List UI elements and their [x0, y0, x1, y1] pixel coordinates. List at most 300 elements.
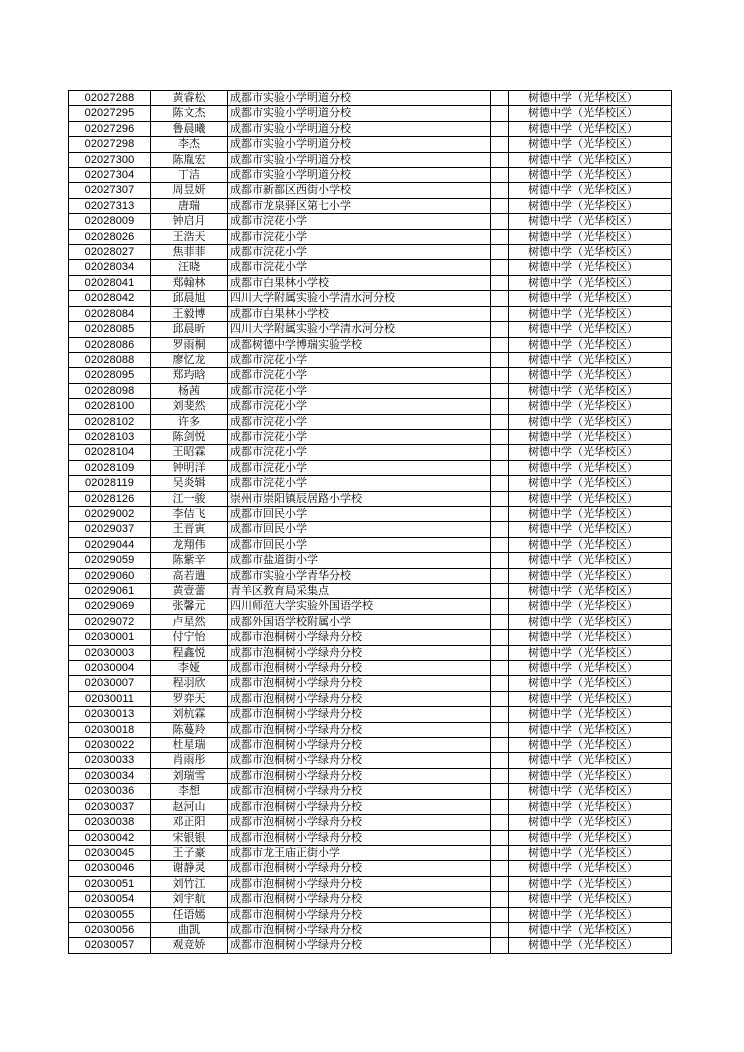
student-name-cell: 任语嫣	[151, 907, 228, 922]
table-row	[69, 661, 672, 676]
student-name-cell: 邓正阳	[151, 815, 228, 830]
student-name-cell: 付宁怡	[151, 630, 228, 645]
spacer-cell	[491, 753, 509, 768]
student-name-cell: 谢静灵	[151, 861, 228, 876]
school-cell: 成都市回民小学	[228, 537, 491, 552]
destination-school-cell: 树德中学（光华校区）	[509, 753, 672, 768]
destination-school-cell: 树德中学（光华校区）	[509, 337, 672, 352]
destination-school-cell: 树德中学（光华校区）	[509, 553, 672, 568]
student-name-cell: 吴炎辑	[151, 476, 228, 491]
table-row	[69, 753, 672, 768]
spacer-cell	[491, 291, 509, 306]
destination-school-cell: 树德中学（光华校区）	[509, 352, 672, 367]
admission-table	[68, 90, 672, 954]
student-name-cell: 郑翰林	[151, 275, 228, 290]
spacer-cell	[491, 537, 509, 552]
student-name-cell: 杨茜	[151, 383, 228, 398]
table-row	[69, 352, 672, 367]
table-row	[69, 368, 672, 383]
school-cell: 成都市泡桐树小学绿舟分校	[228, 645, 491, 660]
student-id-cell: 02027313	[69, 198, 151, 213]
table-row	[69, 414, 672, 429]
spacer-cell	[491, 661, 509, 676]
table-row	[69, 445, 672, 460]
school-cell: 成都市泡桐树小学绿舟分校	[228, 630, 491, 645]
student-id-cell: 02030057	[69, 938, 151, 953]
student-id-cell: 02028027	[69, 245, 151, 260]
student-name-cell: 王昭霖	[151, 445, 228, 460]
student-name-cell: 李佶飞	[151, 506, 228, 521]
destination-school-cell: 树德中学（光华校区）	[509, 645, 672, 660]
destination-school-cell: 树德中学（光华校区）	[509, 275, 672, 290]
school-cell: 成都市泡桐树小学绿舟分校	[228, 799, 491, 814]
table-row	[69, 198, 672, 213]
destination-school-cell: 树德中学（光华校区）	[509, 460, 672, 475]
table-row	[69, 522, 672, 537]
table-row	[69, 876, 672, 891]
spacer-cell	[491, 506, 509, 521]
student-name-cell: 许多	[151, 414, 228, 429]
table-row	[69, 121, 672, 136]
spacer-cell	[491, 876, 509, 891]
school-cell: 成都市浣花小学	[228, 368, 491, 383]
school-cell: 成都市浣花小学	[228, 214, 491, 229]
spacer-cell	[491, 815, 509, 830]
school-cell: 成都树德中学博瑞实验学校	[228, 337, 491, 352]
school-cell: 成都市浣花小学	[228, 445, 491, 460]
student-id-cell: 02028026	[69, 229, 151, 244]
student-name-cell: 陈紫辛	[151, 553, 228, 568]
school-cell: 成都市泡桐树小学绿舟分校	[228, 784, 491, 799]
student-id-cell: 02028095	[69, 368, 151, 383]
student-id-cell: 02030045	[69, 845, 151, 860]
student-id-cell: 02030038	[69, 815, 151, 830]
student-name-cell: 李想	[151, 784, 228, 799]
student-id-cell: 02030004	[69, 661, 151, 676]
spacer-cell	[491, 460, 509, 475]
table-row	[69, 399, 672, 414]
destination-school-cell: 树德中学（光华校区）	[509, 229, 672, 244]
table-row	[69, 784, 672, 799]
student-name-cell: 黄壹蕾	[151, 584, 228, 599]
school-cell: 四川师范大学实验外国语学校	[228, 599, 491, 614]
spacer-cell	[491, 922, 509, 937]
table-row	[69, 91, 672, 106]
school-cell: 成都市实验小学明道分校	[228, 121, 491, 136]
student-id-cell: 02030013	[69, 707, 151, 722]
spacer-cell	[491, 214, 509, 229]
spacer-cell	[491, 892, 509, 907]
destination-school-cell: 树德中学（光华校区）	[509, 707, 672, 722]
table-row	[69, 738, 672, 753]
destination-school-cell: 树德中学（光华校区）	[509, 522, 672, 537]
spacer-cell	[491, 399, 509, 414]
student-name-cell: 卢星然	[151, 614, 228, 629]
student-name-cell: 周昱妍	[151, 183, 228, 198]
school-cell: 成都市泡桐树小学绿舟分校	[228, 768, 491, 783]
spacer-cell	[491, 168, 509, 183]
school-cell: 成都市泡桐树小学绿舟分校	[228, 907, 491, 922]
destination-school-cell: 树德中学（光华校区）	[509, 568, 672, 583]
table-row	[69, 337, 672, 352]
destination-school-cell: 树德中学（光华校区）	[509, 676, 672, 691]
school-cell: 四川大学附属实验小学清水河分校	[228, 322, 491, 337]
student-id-cell: 02027296	[69, 121, 151, 136]
school-cell: 成都市泡桐树小学绿舟分校	[228, 922, 491, 937]
student-id-cell: 02028084	[69, 306, 151, 321]
student-name-cell: 宋银银	[151, 830, 228, 845]
school-cell: 成都市回民小学	[228, 506, 491, 521]
spacer-cell	[491, 845, 509, 860]
school-cell: 崇州市崇阳镇辰居路小学校	[228, 491, 491, 506]
table-row	[69, 830, 672, 845]
student-name-cell: 钟明洋	[151, 460, 228, 475]
student-name-cell: 王毅博	[151, 306, 228, 321]
destination-school-cell: 树德中学（光华校区）	[509, 429, 672, 444]
student-id-cell: 02030042	[69, 830, 151, 845]
spacer-cell	[491, 799, 509, 814]
spacer-cell	[491, 722, 509, 737]
school-cell: 成都市浣花小学	[228, 460, 491, 475]
destination-school-cell: 树德中学（光华校区）	[509, 168, 672, 183]
table-row	[69, 707, 672, 722]
spacer-cell	[491, 383, 509, 398]
destination-school-cell: 树德中学（光华校区）	[509, 892, 672, 907]
spacer-cell	[491, 676, 509, 691]
destination-school-cell: 树德中学（光华校区）	[509, 214, 672, 229]
school-cell: 成都市新都区西街小学校	[228, 183, 491, 198]
student-id-cell: 02027288	[69, 91, 151, 106]
student-id-cell: 02029060	[69, 568, 151, 583]
school-cell: 成都市浣花小学	[228, 383, 491, 398]
table-row	[69, 630, 672, 645]
destination-school-cell: 树德中学（光华校区）	[509, 661, 672, 676]
spacer-cell	[491, 183, 509, 198]
student-name-cell: 程鑫悦	[151, 645, 228, 660]
spacer-cell	[491, 337, 509, 352]
student-name-cell: 鲁晨曦	[151, 121, 228, 136]
table-row	[69, 322, 672, 337]
school-cell: 成都市实验小学明道分校	[228, 106, 491, 121]
student-id-cell: 02028126	[69, 491, 151, 506]
student-id-cell: 02030022	[69, 738, 151, 753]
destination-school-cell: 树德中学（光华校区）	[509, 799, 672, 814]
table-row	[69, 938, 672, 953]
table-row	[69, 476, 672, 491]
student-name-cell: 刘瑞雪	[151, 768, 228, 783]
student-id-cell: 02029044	[69, 537, 151, 552]
destination-school-cell: 树德中学（光华校区）	[509, 630, 672, 645]
student-id-cell: 02030056	[69, 922, 151, 937]
student-id-cell: 02030055	[69, 907, 151, 922]
table-row	[69, 815, 672, 830]
student-name-cell: 刘斐然	[151, 399, 228, 414]
table-row	[69, 922, 672, 937]
student-name-cell: 曲凯	[151, 922, 228, 937]
student-name-cell: 李娅	[151, 661, 228, 676]
student-id-cell: 02028100	[69, 399, 151, 414]
spacer-cell	[491, 322, 509, 337]
student-id-cell: 02028103	[69, 429, 151, 444]
destination-school-cell: 树德中学（光华校区）	[509, 614, 672, 629]
destination-school-cell: 树德中学（光华校区）	[509, 399, 672, 414]
table-row	[69, 537, 672, 552]
school-cell: 成都市浣花小学	[228, 399, 491, 414]
spacer-cell	[491, 830, 509, 845]
student-id-cell: 02030034	[69, 768, 151, 783]
student-id-cell: 02027304	[69, 168, 151, 183]
destination-school-cell: 树德中学（光华校区）	[509, 922, 672, 937]
school-cell: 成都市实验小学明道分校	[228, 168, 491, 183]
student-id-cell: 02029069	[69, 599, 151, 614]
school-cell: 成都市龙泉驿区第七小学	[228, 198, 491, 213]
destination-school-cell: 树德中学（光华校区）	[509, 137, 672, 152]
student-name-cell: 廖忆龙	[151, 352, 228, 367]
destination-school-cell: 树德中学（光华校区）	[509, 260, 672, 275]
student-id-cell: 02030051	[69, 876, 151, 891]
school-cell: 成都市泡桐树小学绿舟分校	[228, 691, 491, 706]
table-row	[69, 845, 672, 860]
table-row	[69, 275, 672, 290]
student-id-cell: 02029061	[69, 584, 151, 599]
table-row	[69, 722, 672, 737]
school-cell: 成都市浣花小学	[228, 414, 491, 429]
school-cell: 成都市龙王庙正街小学	[228, 845, 491, 860]
destination-school-cell: 树德中学（光华校区）	[509, 445, 672, 460]
student-id-cell: 02029037	[69, 522, 151, 537]
table-row	[69, 553, 672, 568]
school-cell: 成都市泡桐树小学绿舟分校	[228, 661, 491, 676]
table-row	[69, 214, 672, 229]
spacer-cell	[491, 198, 509, 213]
table-row	[69, 614, 672, 629]
table-row	[69, 799, 672, 814]
student-id-cell: 02028086	[69, 337, 151, 352]
student-id-cell: 02027300	[69, 152, 151, 167]
spacer-cell	[491, 137, 509, 152]
student-name-cell: 焦菲菲	[151, 245, 228, 260]
school-cell: 成都市盐道街小学	[228, 553, 491, 568]
school-cell: 成都市浣花小学	[228, 429, 491, 444]
student-id-cell: 02028041	[69, 275, 151, 290]
student-id-cell: 02030037	[69, 799, 151, 814]
table-row	[69, 645, 672, 660]
school-cell: 成都市泡桐树小学绿舟分校	[228, 876, 491, 891]
spacer-cell	[491, 707, 509, 722]
student-id-cell: 02030001	[69, 630, 151, 645]
spacer-cell	[491, 91, 509, 106]
student-name-cell: 高若遣	[151, 568, 228, 583]
destination-school-cell: 树德中学（光华校区）	[509, 506, 672, 521]
student-id-cell: 02030033	[69, 753, 151, 768]
student-name-cell: 张馨元	[151, 599, 228, 614]
spacer-cell	[491, 938, 509, 953]
school-cell: 成都市实验小学明道分校	[228, 91, 491, 106]
destination-school-cell: 树德中学（光华校区）	[509, 121, 672, 136]
destination-school-cell: 树德中学（光华校区）	[509, 584, 672, 599]
student-name-cell: 郑玙晗	[151, 368, 228, 383]
destination-school-cell: 树德中学（光华校区）	[509, 861, 672, 876]
school-cell: 成都市白果林小学校	[228, 275, 491, 290]
student-name-cell: 陈胤宏	[151, 152, 228, 167]
student-id-cell: 02028042	[69, 291, 151, 306]
student-name-cell: 钟启月	[151, 214, 228, 229]
table-row	[69, 152, 672, 167]
table-row	[69, 229, 672, 244]
spacer-cell	[491, 352, 509, 367]
student-name-cell: 罗弈天	[151, 691, 228, 706]
table-row	[69, 183, 672, 198]
spacer-cell	[491, 306, 509, 321]
spacer-cell	[491, 121, 509, 136]
school-cell: 成都市泡桐树小学绿舟分校	[228, 738, 491, 753]
school-cell: 成都市浣花小学	[228, 476, 491, 491]
destination-school-cell: 树德中学（光华校区）	[509, 938, 672, 953]
school-cell: 成都市泡桐树小学绿舟分校	[228, 676, 491, 691]
table-row	[69, 383, 672, 398]
student-id-cell: 02028119	[69, 476, 151, 491]
school-cell: 成都市泡桐树小学绿舟分校	[228, 892, 491, 907]
student-id-cell: 02028104	[69, 445, 151, 460]
destination-school-cell: 树德中学（光华校区）	[509, 537, 672, 552]
school-cell: 成都市泡桐树小学绿舟分校	[228, 938, 491, 953]
student-name-cell: 陈剑悦	[151, 429, 228, 444]
student-name-cell: 肖雨彤	[151, 753, 228, 768]
student-id-cell: 02030054	[69, 892, 151, 907]
student-name-cell: 杜星瑞	[151, 738, 228, 753]
destination-school-cell: 树德中学（光华校区）	[509, 722, 672, 737]
school-cell: 成都市泡桐树小学绿舟分校	[228, 815, 491, 830]
spacer-cell	[491, 553, 509, 568]
table-row	[69, 168, 672, 183]
student-id-cell: 02030046	[69, 861, 151, 876]
school-cell: 成都市实验小学青华分校	[228, 568, 491, 583]
spacer-cell	[491, 784, 509, 799]
spacer-cell	[491, 229, 509, 244]
table-row	[69, 568, 672, 583]
school-cell: 成都市浣花小学	[228, 229, 491, 244]
student-name-cell: 赵河山	[151, 799, 228, 814]
spacer-cell	[491, 275, 509, 290]
student-id-cell: 02030003	[69, 645, 151, 660]
student-id-cell: 02027295	[69, 106, 151, 121]
table-row	[69, 691, 672, 706]
student-id-cell: 02027298	[69, 137, 151, 152]
spacer-cell	[491, 861, 509, 876]
student-name-cell: 刘宇航	[151, 892, 228, 907]
table-row	[69, 491, 672, 506]
table-row	[69, 768, 672, 783]
school-cell: 成都市浣花小学	[228, 245, 491, 260]
student-name-cell: 刘竹江	[151, 876, 228, 891]
spacer-cell	[491, 368, 509, 383]
table-row	[69, 260, 672, 275]
table-row	[69, 907, 672, 922]
spacer-cell	[491, 691, 509, 706]
student-name-cell: 刘杭霖	[151, 707, 228, 722]
student-name-cell: 观竞娇	[151, 938, 228, 953]
student-id-cell: 02027307	[69, 183, 151, 198]
spacer-cell	[491, 106, 509, 121]
school-cell: 成都市泡桐树小学绿舟分校	[228, 830, 491, 845]
school-cell: 四川大学附属实验小学清水河分校	[228, 291, 491, 306]
spacer-cell	[491, 645, 509, 660]
destination-school-cell: 树德中学（光华校区）	[509, 183, 672, 198]
destination-school-cell: 树德中学（光华校区）	[509, 106, 672, 121]
student-name-cell: 丁洁	[151, 168, 228, 183]
spacer-cell	[491, 522, 509, 537]
school-cell: 成都市泡桐树小学绿舟分校	[228, 753, 491, 768]
spacer-cell	[491, 152, 509, 167]
destination-school-cell: 树德中学（光华校区）	[509, 876, 672, 891]
school-cell: 成都市实验小学明道分校	[228, 152, 491, 167]
destination-school-cell: 树德中学（光华校区）	[509, 306, 672, 321]
table-row	[69, 599, 672, 614]
table-row	[69, 892, 672, 907]
destination-school-cell: 树德中学（光华校区）	[509, 491, 672, 506]
destination-school-cell: 树德中学（光华校区）	[509, 476, 672, 491]
student-name-cell: 程羽欣	[151, 676, 228, 691]
spacer-cell	[491, 491, 509, 506]
student-name-cell: 王浩天	[151, 229, 228, 244]
destination-school-cell: 树德中学（光华校区）	[509, 152, 672, 167]
student-id-cell: 02028085	[69, 322, 151, 337]
student-id-cell: 02030011	[69, 691, 151, 706]
school-cell: 成都市浣花小学	[228, 260, 491, 275]
destination-school-cell: 树德中学（光华校区）	[509, 830, 672, 845]
table-row	[69, 291, 672, 306]
school-cell: 成都市回民小学	[228, 522, 491, 537]
school-cell: 成都市泡桐树小学绿舟分校	[228, 707, 491, 722]
student-id-cell: 02030007	[69, 676, 151, 691]
destination-school-cell: 树德中学（光华校区）	[509, 907, 672, 922]
destination-school-cell: 树德中学（光华校区）	[509, 845, 672, 860]
student-name-cell: 江一骏	[151, 491, 228, 506]
spacer-cell	[491, 584, 509, 599]
spacer-cell	[491, 245, 509, 260]
destination-school-cell: 树德中学（光华校区）	[509, 322, 672, 337]
spacer-cell	[491, 614, 509, 629]
destination-school-cell: 树德中学（光华校区）	[509, 368, 672, 383]
student-id-cell: 02028034	[69, 260, 151, 275]
school-cell: 成都市白果林小学校	[228, 306, 491, 321]
student-id-cell: 02029002	[69, 506, 151, 521]
student-id-cell: 02029072	[69, 614, 151, 629]
student-id-cell: 02028102	[69, 414, 151, 429]
table-row	[69, 306, 672, 321]
table-row	[69, 245, 672, 260]
student-id-cell: 02030018	[69, 722, 151, 737]
student-name-cell: 黄睿松	[151, 91, 228, 106]
destination-school-cell: 树德中学（光华校区）	[509, 738, 672, 753]
destination-school-cell: 树德中学（光华校区）	[509, 383, 672, 398]
spacer-cell	[491, 907, 509, 922]
destination-school-cell: 树德中学（光华校区）	[509, 784, 672, 799]
student-name-cell: 罗雨桐	[151, 337, 228, 352]
student-name-cell: 龙翔伟	[151, 537, 228, 552]
school-cell: 成都市浣花小学	[228, 352, 491, 367]
student-name-cell: 汪晓	[151, 260, 228, 275]
student-name-cell: 邱晨昕	[151, 322, 228, 337]
spacer-cell	[491, 445, 509, 460]
school-cell: 成都市泡桐树小学绿舟分校	[228, 722, 491, 737]
destination-school-cell: 树德中学（光华校区）	[509, 291, 672, 306]
school-cell: 青羊区教育局采集点	[228, 584, 491, 599]
student-id-cell: 02028109	[69, 460, 151, 475]
spacer-cell	[491, 429, 509, 444]
spacer-cell	[491, 599, 509, 614]
destination-school-cell: 树德中学（光华校区）	[509, 691, 672, 706]
